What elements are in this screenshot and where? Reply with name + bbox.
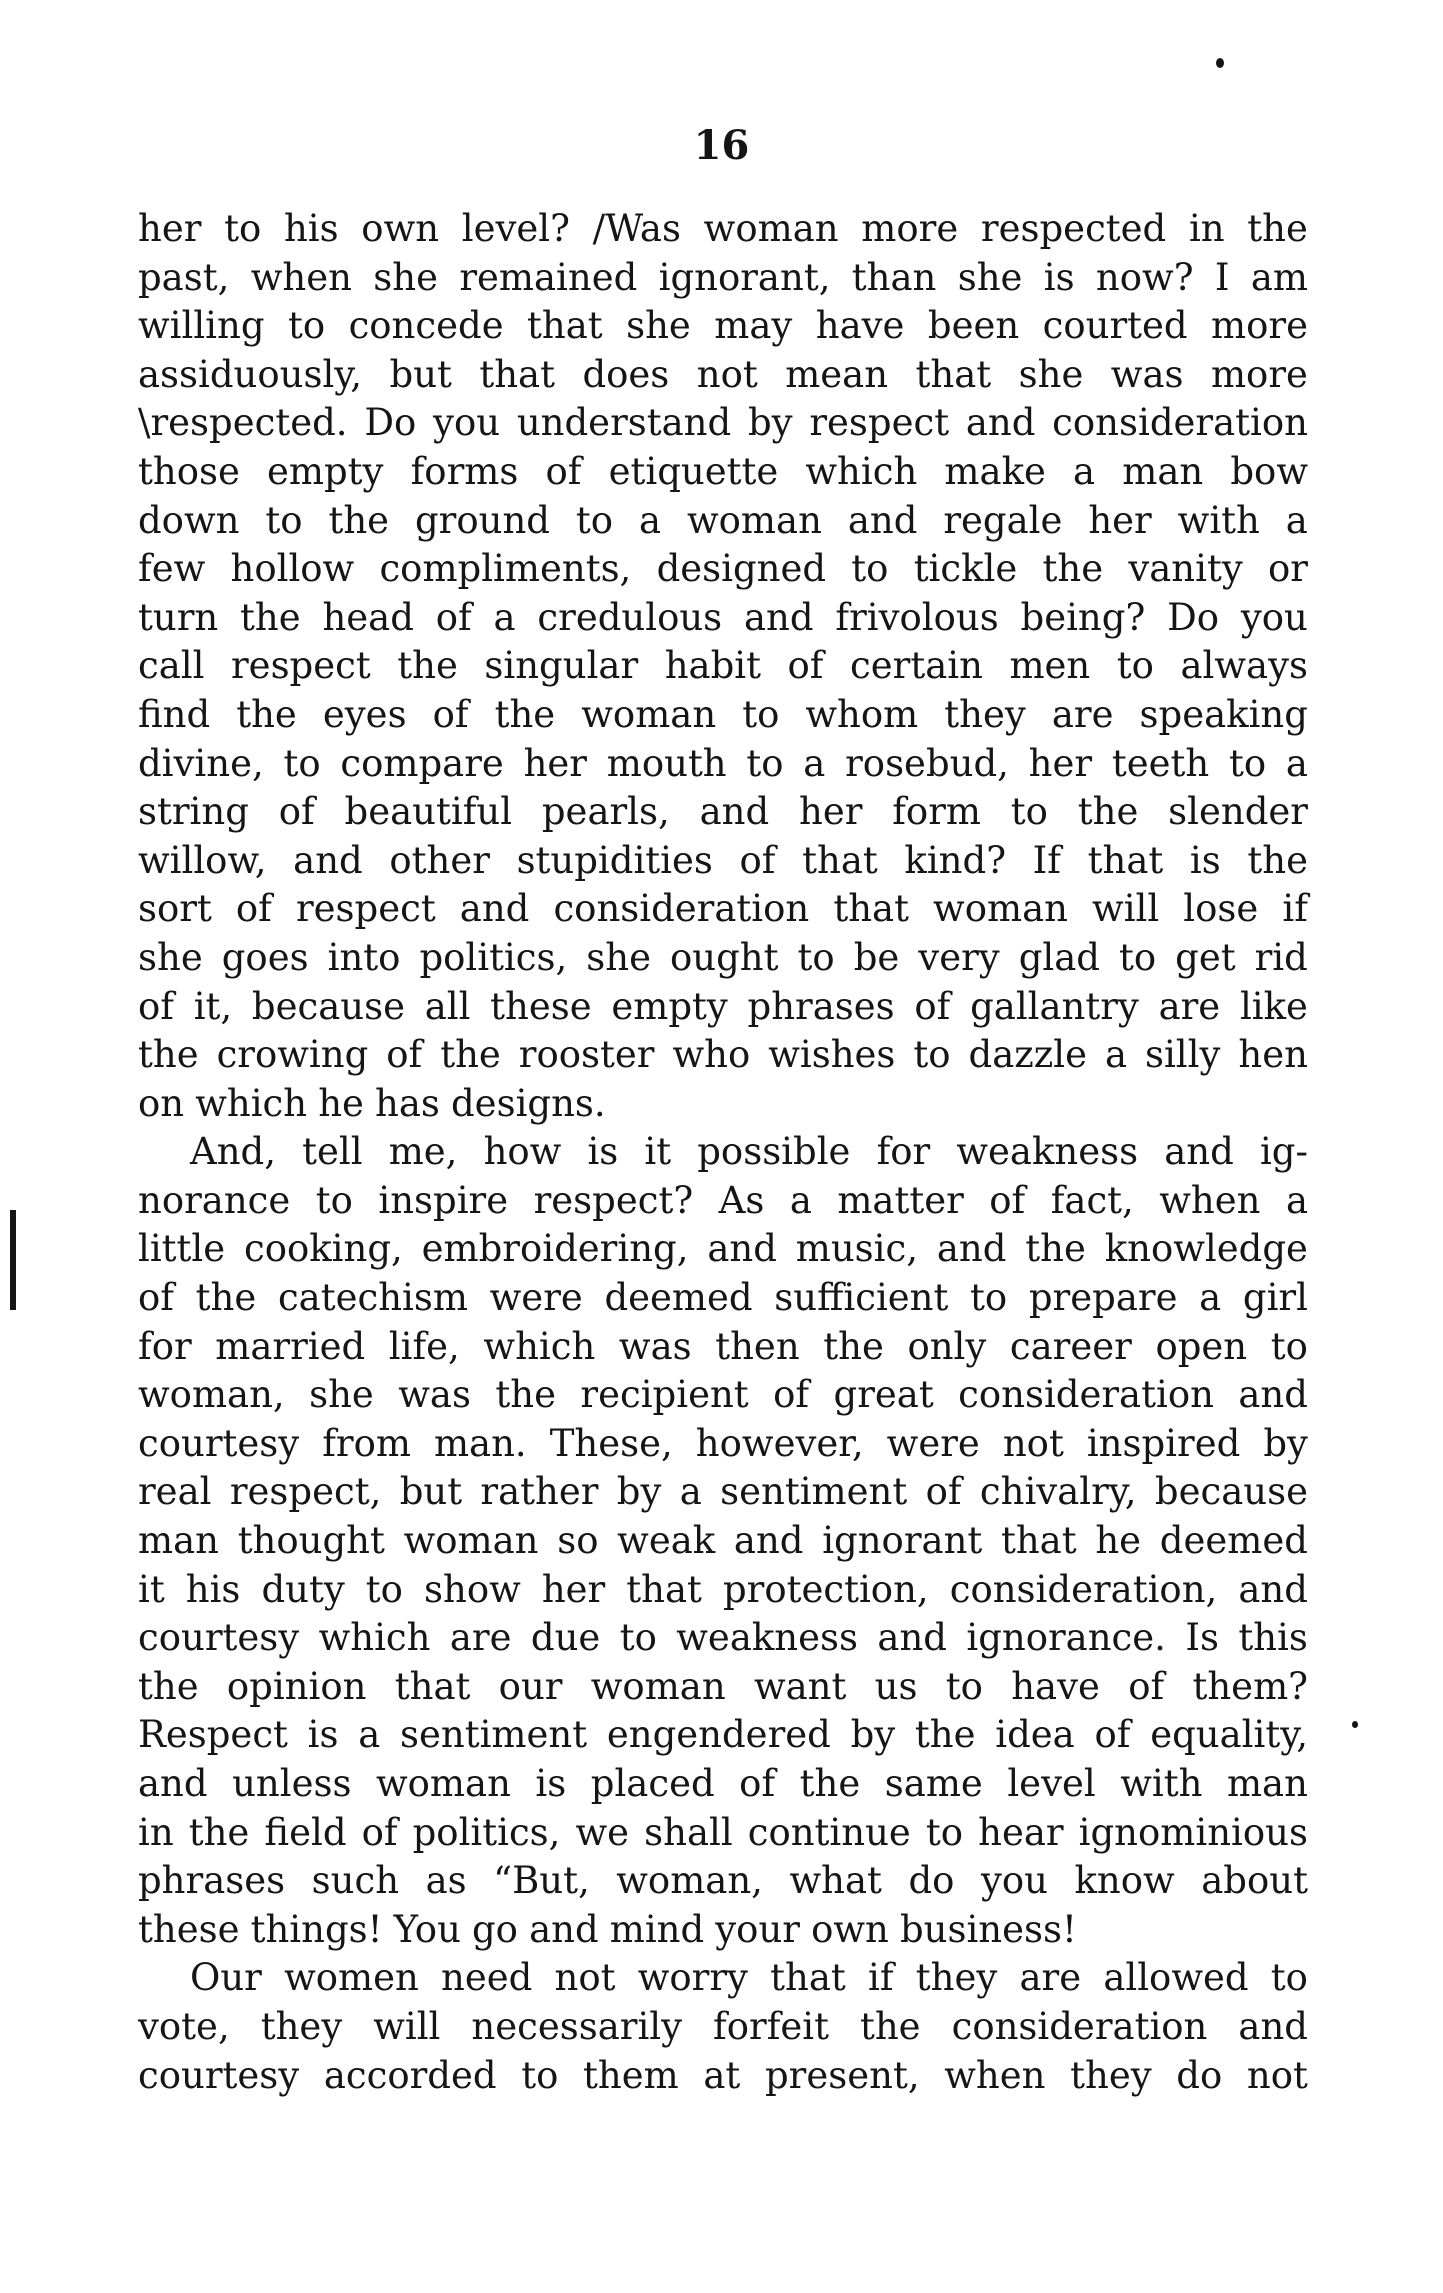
text-line: vote, they will necessarily forfeit the consideration and [138, 2004, 1308, 2048]
text-line: for married life, which was then the only career open to [138, 1324, 1308, 1368]
margin-speck [1352, 1721, 1358, 1728]
text-line: string of beautiful pearls, and her form to the slender [138, 790, 1308, 834]
text-line: Respect is a sentiment engendered by the idea of equality, [138, 1713, 1308, 1757]
text-line: assiduously, but that does not mean that she was more [138, 352, 1308, 396]
text-line: these things! You go and mind your own business! [138, 1907, 1077, 1951]
text-line: and unless woman is placed of the same level with man [138, 1762, 1308, 1805]
text-line: it his duty to show her that protection, consideration, and [138, 1567, 1308, 1611]
text-line: on which he has designs. [138, 1081, 606, 1125]
text-line: divine, to compare her mouth to a rosebud, her teeth to a [138, 741, 1308, 785]
page-number: 16 [693, 122, 750, 169]
text-line: the opinion that our woman want us to have of them? [138, 1664, 1308, 1708]
text-line: norance to inspire respect? As a matter of fact, when a [138, 1178, 1308, 1222]
text-line: past, when she remained ignorant, than she is now? I am [138, 255, 1308, 299]
text-line: down to the ground to a woman and regale her with a [138, 498, 1308, 542]
text-line: phrases such as “But, woman, what do you know about [138, 1859, 1308, 1903]
text-line: And, tell me, how is it possible for weakness and ig- [190, 1130, 1308, 1174]
text-line: turn the head of a credulous and frivolous being? Do you [138, 595, 1308, 639]
text-line: willing to concede that she may have been courted more [138, 304, 1308, 348]
text-line: her to his own level? /Was woman more respected in the [138, 207, 1308, 250]
text-line: those empty forms of etiquette which make a man bow [138, 449, 1308, 493]
text-line: courtesy which are due to weakness and ignorance. Is this [138, 1616, 1308, 1660]
text-line: woman, she was the recipient of great consideration and [138, 1373, 1308, 1417]
text-line: she goes into politics, she ought to be very glad to get rid [138, 935, 1308, 979]
text-line: of it, because all these empty phrases of gallantry are like [138, 984, 1308, 1028]
text-line: sort of respect and consideration that woman will lose if [138, 887, 1308, 931]
text-line: few hollow compliments, designed to tickle the vanity or [138, 547, 1308, 591]
text-line: the crowing of the rooster who wishes to dazzle a silly hen [138, 1033, 1308, 1077]
text-line: little cooking, embroidering, and music, and the knowledge [138, 1227, 1308, 1271]
text-line: in the field of politics, we shall continue to hear ignominious [138, 1810, 1308, 1854]
text-line: of the catechism were deemed sufficient to prepare a girl [138, 1276, 1308, 1320]
text-line: call respect the singular habit of certain men to always [138, 644, 1308, 688]
text-line: real respect, but rather by a sentiment of chivalry, because [138, 1470, 1308, 1514]
text-line: Our women need not worry that if they are allowed to [190, 1956, 1308, 2000]
margin-bar-mark [10, 1210, 16, 1310]
text-line: find the eyes of the woman to whom they are speaking [138, 692, 1308, 736]
text-line: \respected. Do you understand by respect and consideration [138, 401, 1308, 445]
body-text [138, 205, 1308, 2100]
text-line: courtesy accorded to them at present, when they do not [138, 2053, 1308, 2097]
text-line: willow, and other stupidities of that kind? If that is the [138, 838, 1308, 882]
margin-speck [1216, 58, 1224, 68]
text-line: man thought woman so weak and ignorant that he deemed [138, 1519, 1308, 1563]
text-line: courtesy from man. These, however, were not inspired by [138, 1421, 1308, 1465]
